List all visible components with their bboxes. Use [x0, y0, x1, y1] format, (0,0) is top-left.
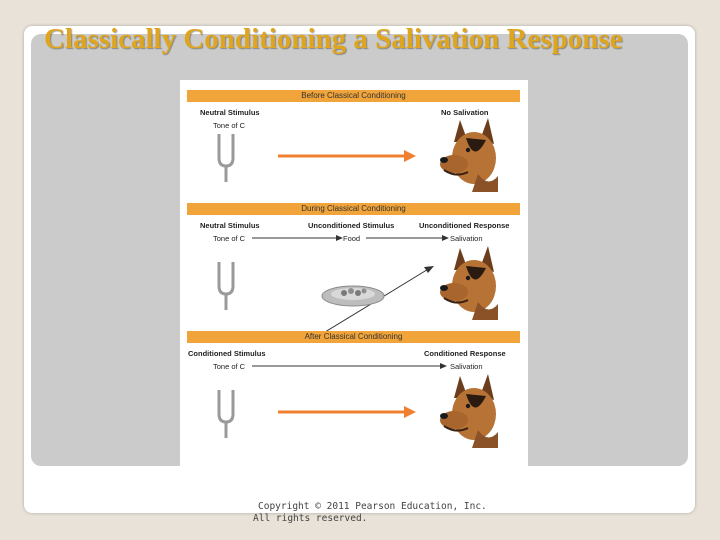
slide-title: Classically Conditioning a Salivation Response — [44, 23, 623, 55]
arrow-icon — [278, 150, 418, 162]
before-right-heading: No Salivation — [441, 108, 489, 117]
during-left-sub: Tone of C — [213, 234, 246, 243]
dog-head-icon — [438, 244, 502, 320]
during-mid-sub: Food — [343, 234, 361, 243]
arrow-icon — [252, 362, 448, 370]
conditioning-figure — [180, 80, 528, 466]
before-header-band — [187, 90, 520, 102]
dog-head-icon — [438, 372, 502, 448]
before-header: Before Classical Conditioning — [301, 91, 406, 100]
before-left-heading: Neutral Stimulus — [200, 108, 260, 117]
rights-line: All rights reserved. — [253, 513, 368, 524]
arrow-icon — [366, 234, 450, 242]
copyright-footer — [253, 501, 553, 525]
food-bowl-icon — [320, 282, 386, 308]
after-left-sub: Tone of C — [213, 362, 246, 371]
tuning-fork-icon — [214, 132, 238, 184]
before-left-sub: Tone of C — [213, 121, 246, 130]
after-left-heading: Conditioned Stimulus — [188, 349, 266, 358]
after-header-band — [187, 331, 520, 343]
during-header: During Classical Conditioning — [301, 204, 406, 213]
arrow-icon — [278, 406, 418, 418]
dog-head-icon — [438, 116, 502, 192]
during-header-band — [187, 203, 520, 215]
during-right-sub: Salivation — [450, 234, 483, 243]
after-header: After Classical Conditioning — [304, 332, 403, 341]
copyright-line: Copyright © 2011 Pearson Education, Inc. — [258, 501, 487, 512]
tuning-fork-icon — [214, 388, 238, 440]
during-mid-heading: Unconditioned Stimulus — [308, 221, 395, 230]
after-right-heading: Conditioned Response — [424, 349, 506, 358]
during-right-heading: Unconditioned Response — [419, 221, 510, 230]
during-left-heading: Neutral Stimulus — [200, 221, 260, 230]
arrow-icon — [252, 234, 344, 242]
after-right-sub: Salivation — [450, 362, 483, 371]
tuning-fork-icon — [214, 260, 238, 312]
